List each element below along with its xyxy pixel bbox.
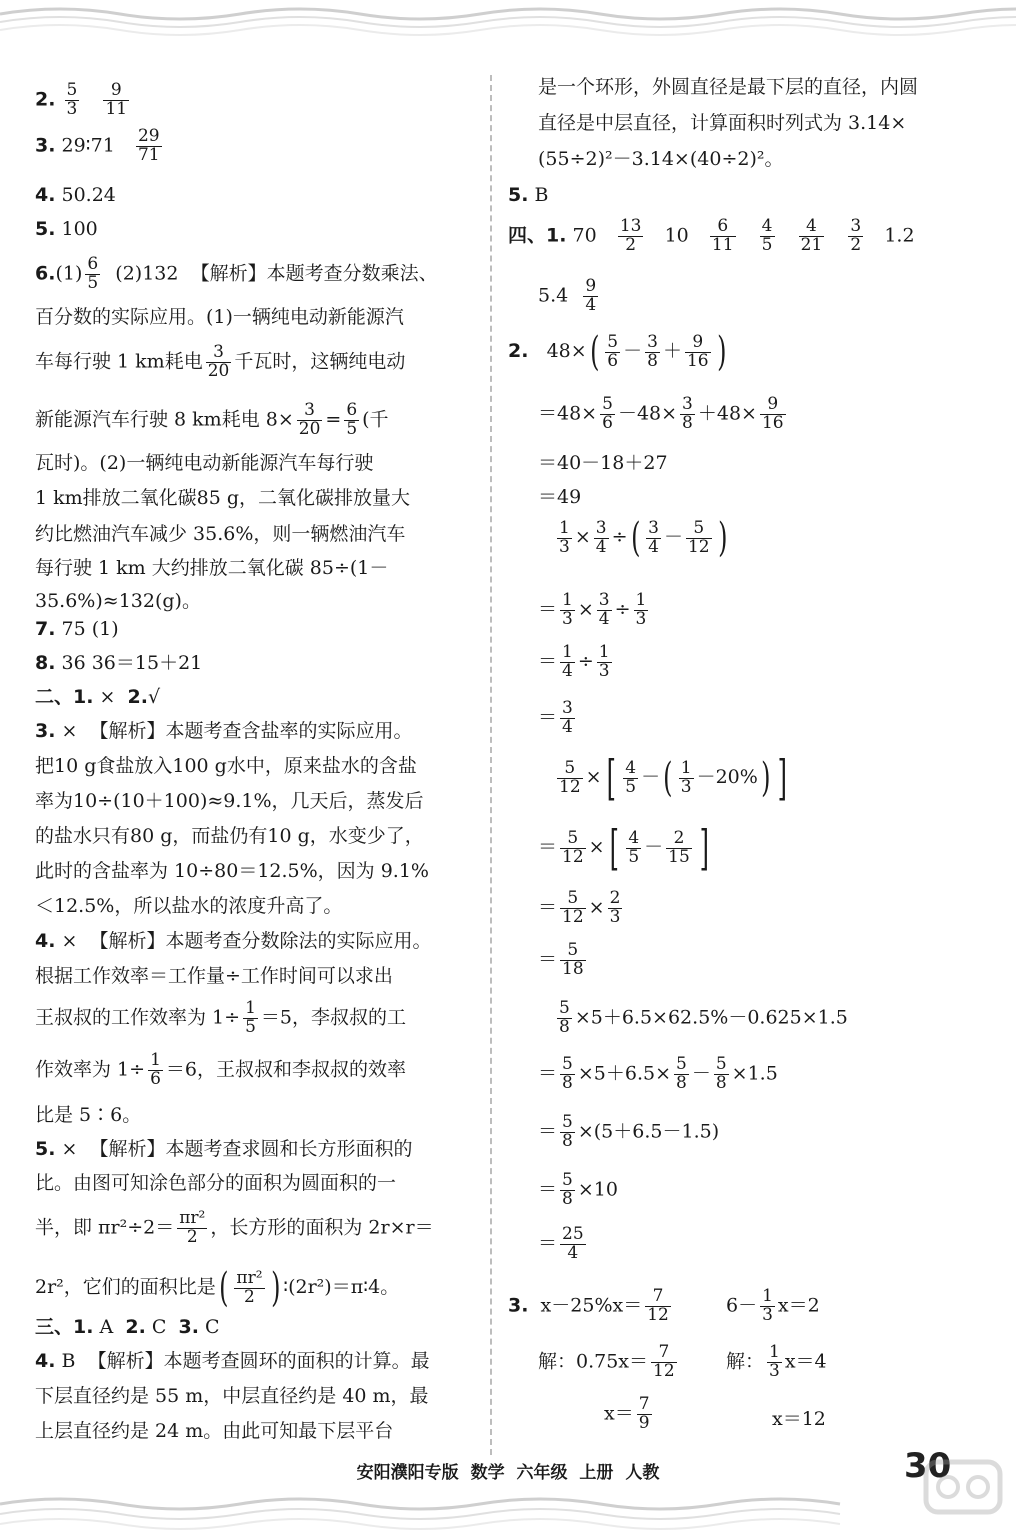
fraction: $\frac{9}{11}$ <box>105 80 128 119</box>
text-line: 比。由图可知涂色部分的面积为圆面积的一 <box>35 1172 397 1194</box>
calc-line: ＝49 <box>538 486 582 508</box>
answer-2: 2. $\frac{5}{3}$ $\frac{9}{11}$ <box>35 80 128 119</box>
bottom-decorative-border <box>0 1490 1016 1536</box>
calc-line: $\frac{5}{8}$ ×5＋6.5×62.5%－0.625×1.5 <box>559 998 848 1037</box>
page-footer: 安阳濮阳专版 数学 六年级 上册 人教 <box>356 1463 660 1483</box>
section-3-header: 三、1. A 2. C 3. C <box>35 1316 220 1338</box>
calc-line: ＝ $\frac{5}{8}$ ×10 <box>538 1170 618 1209</box>
text-line: 率为10÷(10＋100)≈9.1%，几天后，蒸发后 <box>35 790 424 812</box>
calc-line: ＝ $\frac{5}{18}$ <box>538 940 584 979</box>
fraction: $\frac{6}{11}$ <box>711 216 734 255</box>
text-line: 是一个环形，外圆直径是最下层的直径，内圆 <box>538 76 919 98</box>
text-line: 瓦时)。(2)一辆纯电动新能源汽车每行驶 <box>35 452 374 474</box>
answer-4: 4. 50.24 <box>35 184 116 206</box>
answer-8: 8. 36 36＝15＋21 <box>35 652 203 674</box>
text-line: 1 km排放二氧化碳85 g，二氧化碳排放量大 <box>35 487 411 509</box>
text-line: ＜12.5%，所以盐水的浓度升高了。 <box>35 895 343 917</box>
calc-line: ＝ $\frac{1}{4}$ ÷ $\frac{1}{3}$ <box>538 642 610 681</box>
watermark-logo-icon <box>918 1452 1008 1522</box>
text-line: 下层直径约是 55 m，中层直径约是 40 m，最 <box>35 1385 429 1407</box>
fraction: $\frac{5}{3}$ <box>66 80 78 119</box>
section-2-answer-3: 3. × 【解析】本题考查含盐率的实际应用。 <box>35 720 413 742</box>
text-line: 比是 5∶6。 <box>35 1104 142 1126</box>
fraction: $\frac{29}{71}$ <box>137 126 160 165</box>
equation-b-line-2: 解： $\frac{1}{3}$ x＝4 <box>726 1342 827 1381</box>
answer-5: 5. 100 <box>35 218 98 240</box>
fraction: $\frac{\text{πr²}}{2}$ <box>236 1267 263 1307</box>
text-line: 直径是中层直径，计算面积时列式为 3.14× <box>538 112 907 134</box>
calc-line: ＝ $\frac{25}{4}$ <box>538 1224 584 1263</box>
answer-3: 3. 29∶71 $\frac{29}{71}$ <box>35 126 160 165</box>
text-line: 新能源汽车行驶 8 km耗电 8× $\frac{3}{20}$ = $\frac{6}{5}$ (千 <box>35 400 389 439</box>
calc-line: ＝ $\frac{5}{12}$ × $\frac{2}{3}$ <box>538 888 621 927</box>
calc-line: $\frac{5}{12}$ ×[ $\frac{4}{5}$ －( $\frac{1}{3}$ －20%) ] <box>559 750 788 806</box>
text-line: 王叔叔的工作效率为 1÷ $\frac{1}{5}$ ＝5，李叔叔的工 <box>35 998 406 1037</box>
text-line: 的盐水只有80 g，而盐仍有10 g，水变少了， <box>35 825 424 847</box>
fraction: $\frac{3}{20}$ <box>298 400 321 439</box>
text-line: 把10 g食盐放入100 g水中，原来盐水的含盐 <box>35 755 417 777</box>
calc-line: ＝ $\frac{1}{3}$ × $\frac{3}{4}$ ÷ $\frac{1}{3}$ <box>538 590 647 629</box>
section-4-answer-1: 四、1. 70 $\frac{13}{2}$ 10 $\frac{6}{11}$ $\frac{4}{5}$ $\frac{4}{21}$ $\frac{3}{2}$ 1.2 <box>508 216 915 255</box>
column-divider <box>490 75 492 1455</box>
text-line: 根据工作效率＝工作量÷工作时间可以求出 <box>35 965 393 987</box>
calc-line: $\frac{1}{3}$ × $\frac{3}{4}$ ÷( $\frac{3}{4}$ － $\frac{5}{12}$ ) <box>559 515 728 561</box>
fraction: $\frac{6}{5}$ <box>346 400 358 439</box>
section-4-answer-1-cont: 5.4 $\frac{9}{4}$ <box>538 276 597 315</box>
text-line: 作效率为 1÷ $\frac{1}{6}$ ＝6，王叔叔和李叔叔的效率 <box>35 1050 406 1089</box>
equation-a-line-1: 3. x－25%x＝ $\frac{7}{12}$ <box>508 1286 669 1325</box>
fraction: $\frac{4}{21}$ <box>800 216 823 255</box>
fraction: $\frac{3}{2}$ <box>850 216 862 255</box>
text-line: 车每行驶 1 km耗电 $\frac{3}{20}$ 千瓦时，这辆纯电动 <box>35 342 406 381</box>
calc-line: ＝ $\frac{3}{4}$ <box>538 698 573 737</box>
equation-a-line-3: x＝ $\frac{7}{9}$ <box>604 1394 650 1433</box>
fraction: $\frac{3}{20}$ <box>207 342 230 381</box>
text-line: 每行驶 1 km 大约排放二氧化碳 85÷(1－ <box>35 557 389 579</box>
section-2-answer-4: 4. × 【解析】本题考查分数除法的实际应用。 <box>35 930 432 952</box>
calc-line: ＝ $\frac{5}{12}$ ×[ $\frac{4}{5}$ － $\frac{2}{15}$ ] <box>538 820 709 876</box>
section-2-answer-5: 5. × 【解析】本题考查求圆和长方形面积的 <box>35 1138 413 1160</box>
equation-a-line-2: 解：0.75x＝ $\frac{7}{12}$ <box>538 1342 675 1381</box>
text-line: 上层直径约是 24 m。由此可知最下层平台 <box>35 1420 394 1442</box>
section-2-header: 二、1. × 2.√ <box>35 686 161 708</box>
answer-5: 5. B <box>508 184 549 206</box>
page-number: 30 <box>904 1446 952 1486</box>
text-line: (55÷2)²－3.14×(40÷2)²。 <box>538 148 784 170</box>
text-line: 此时的含盐率为 10÷80＝12.5%，因为 9.1% <box>35 860 429 882</box>
text-line: 35.6%)≈132(g)。 <box>35 590 201 612</box>
text-line: 百分数的实际应用。(1)一辆纯电动新能源汽 <box>35 306 404 328</box>
calc-2-line-1: 2. 48×( $\frac{5}{6}$ － $\frac{3}{8}$ ＋ $\frac{9}{16}$ ) <box>508 329 727 375</box>
calc-2-line-2: ＝48× $\frac{5}{6}$ －48× $\frac{3}{8}$ ＋48× $\frac{9}{16}$ <box>538 394 784 433</box>
fraction: $\frac{9}{4}$ <box>585 276 597 315</box>
answer-7: 7. 75 (1) <box>35 618 119 640</box>
answer-6-line-1: 6.(1) $\frac{6}{5}$ (2)132 【解析】本题考查分数乘法、 <box>35 254 438 293</box>
calc-line: ＝ $\frac{5}{8}$ ×(5＋6.5－1.5) <box>538 1112 720 1151</box>
text-line: 约比燃油汽车减少 35.6%，则一辆燃油汽车 <box>35 523 406 545</box>
fraction: $\frac{1}{5}$ <box>245 998 256 1037</box>
calc-line: ＝40－18＋27 <box>538 452 668 474</box>
top-decorative-border <box>0 0 1016 40</box>
text-line: 2r²，它们的面积比是( $\frac{\text{πr²}}{2}$ ) ∶(2r²)＝π∶4。 <box>35 1265 400 1311</box>
fraction: $\frac{6}{5}$ <box>87 254 99 293</box>
section-3-answer-4: 4. B 【解析】本题考查圆环的面积的计算。最 <box>35 1350 430 1372</box>
fraction: $\frac{13}{2}$ <box>619 216 642 255</box>
fraction: $\frac{1}{6}$ <box>150 1050 161 1089</box>
equation-b-line-3: x＝12 <box>772 1408 826 1430</box>
fraction: $\frac{\text{πr²}}{2}$ <box>179 1208 206 1247</box>
equation-b-line-1: 6－ $\frac{1}{3}$ x＝2 <box>726 1286 820 1325</box>
fraction: $\frac{4}{5}$ <box>761 216 773 255</box>
text-line: 半，即 πr²÷2＝ $\frac{\text{πr²}}{2}$ ，长方形的面积为 2r×r＝ <box>35 1208 434 1247</box>
calc-line: ＝ $\frac{5}{8}$ ×5＋6.5× $\frac{5}{8}$ － $\frac{5}{8}$ ×1.5 <box>538 1054 778 1093</box>
